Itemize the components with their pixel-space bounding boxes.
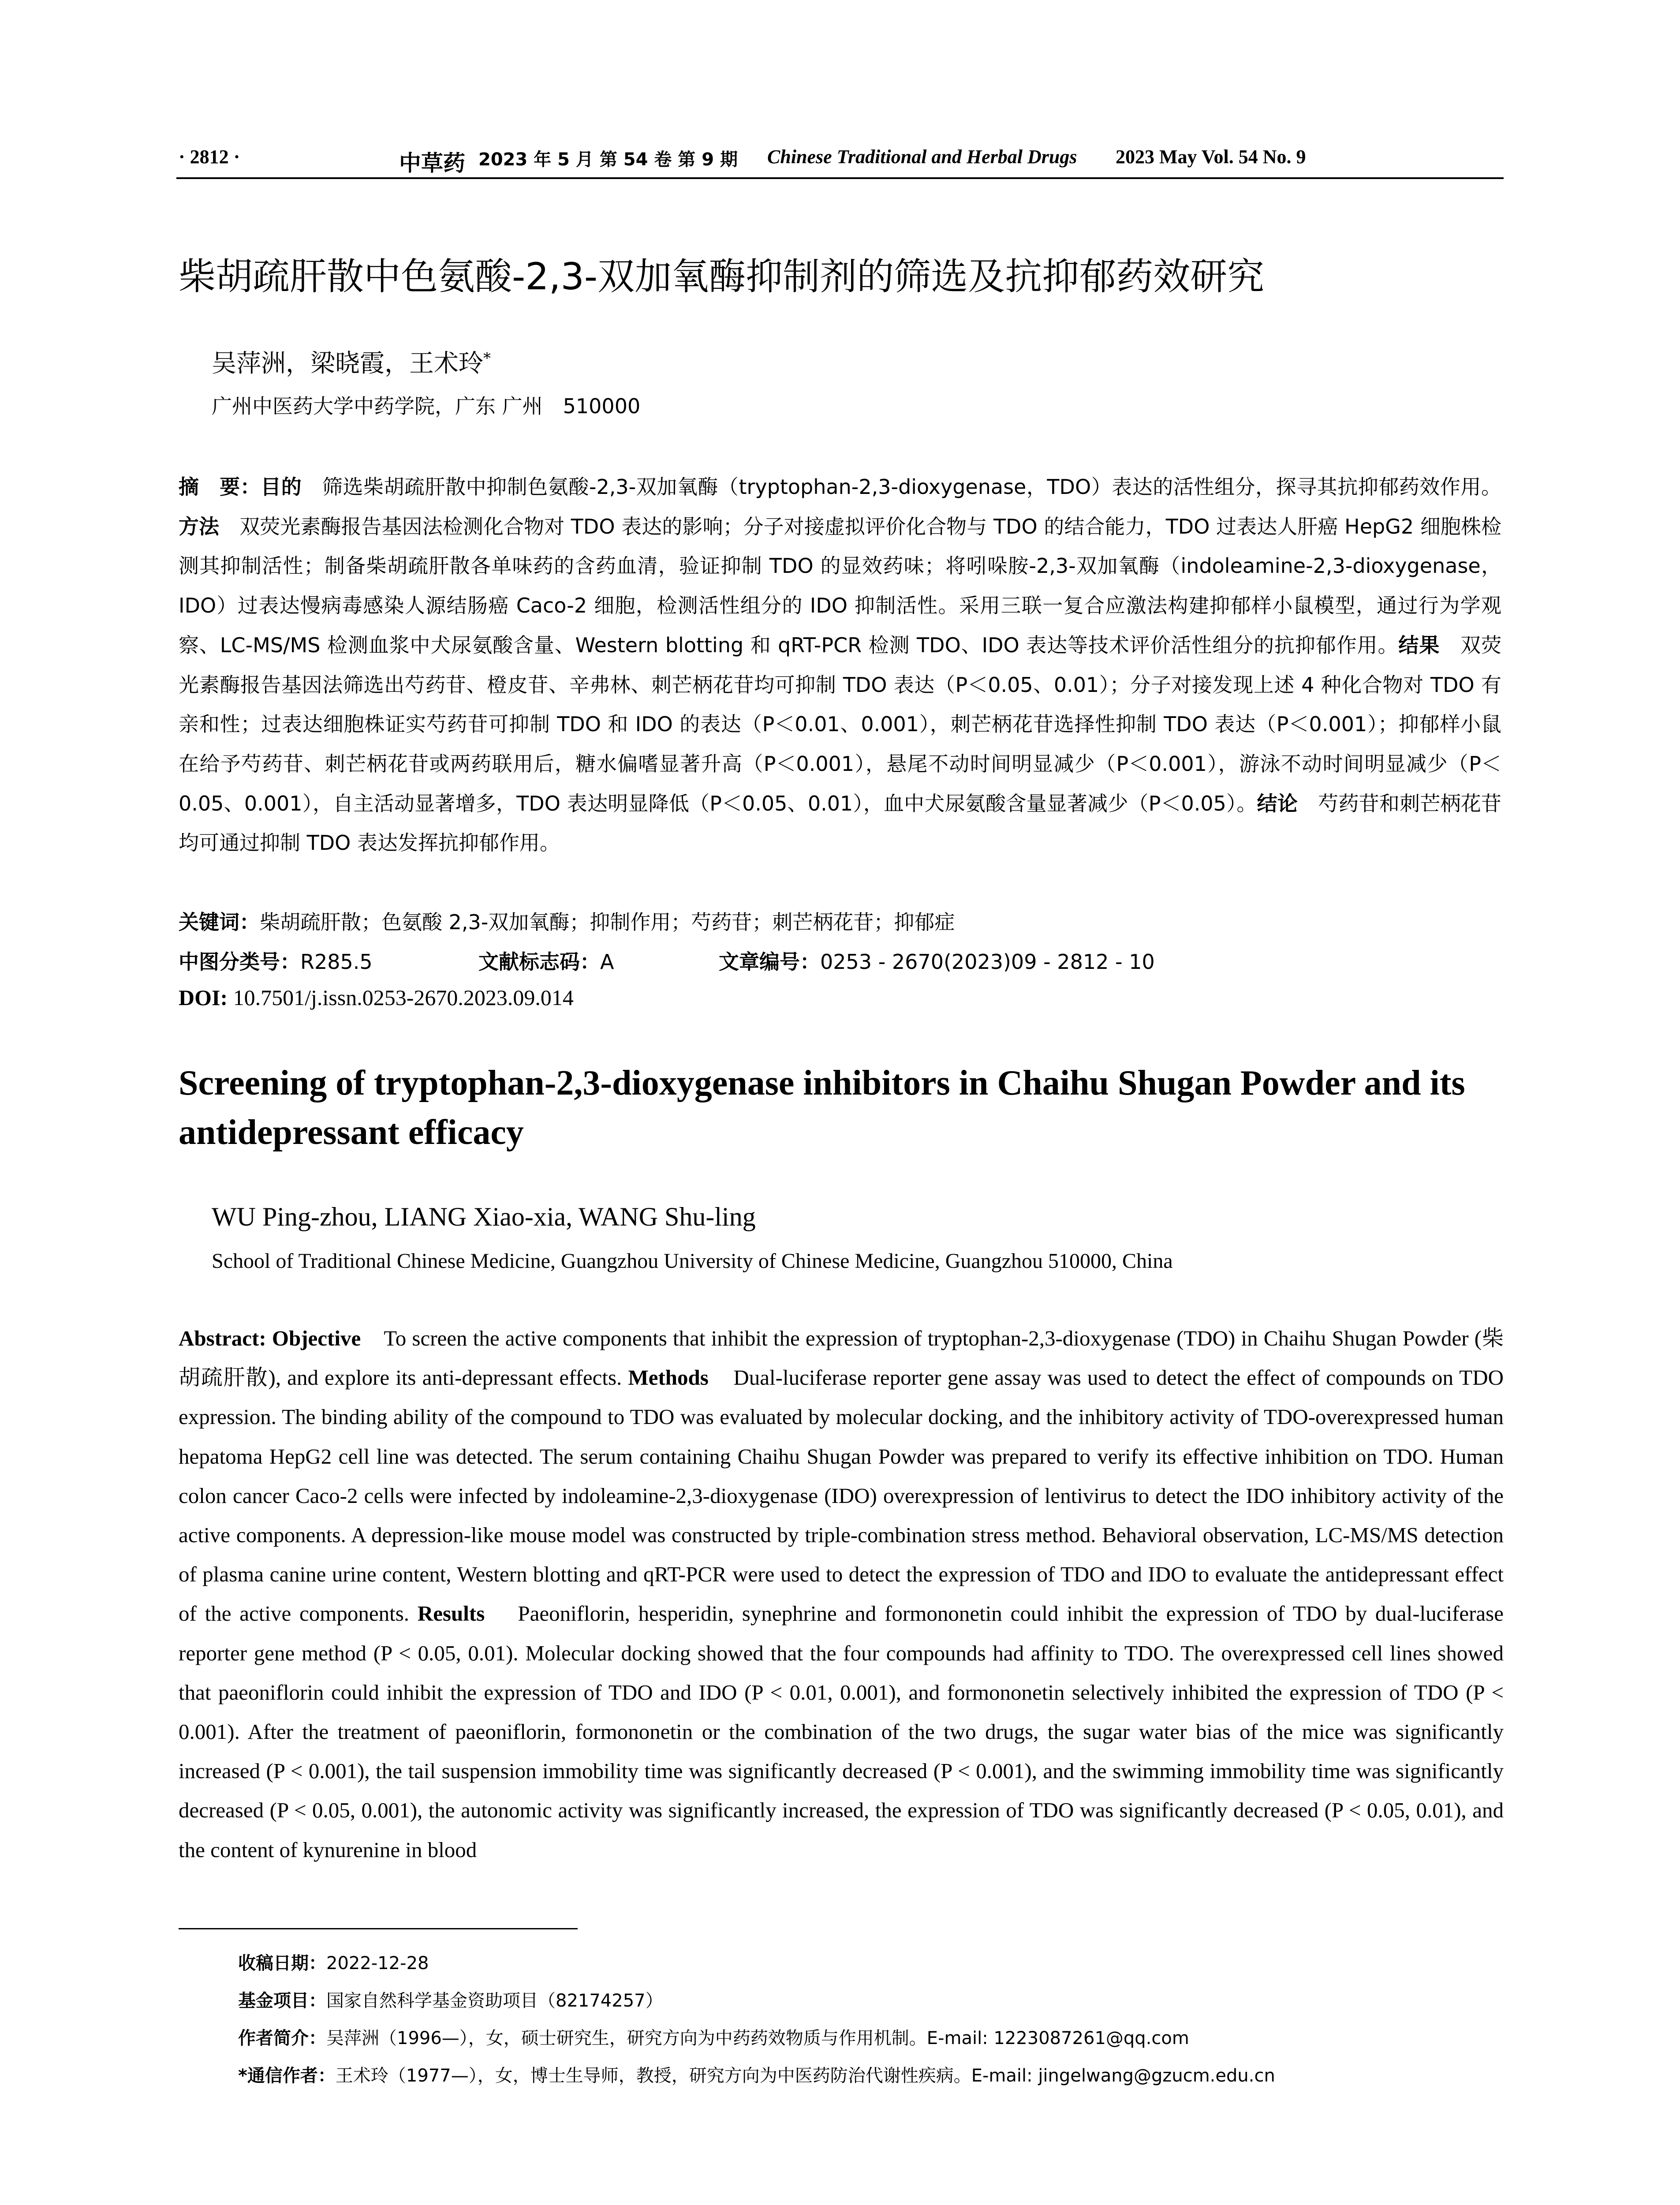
- authors-en: WU Ping-zhou, LIANG Xiao-xia, WANG Shu-ling: [212, 1202, 756, 1231]
- author-info-value: 吴萍洲（1996—），女，硕士研究生，研究方向为中药药效物质与作用机制。E-mail: 1223087261@qq.com: [326, 2028, 1189, 2048]
- methods-en: Dual-luciferase reporter gene assay was used to detect the effect of compounds on TDO expression. The binding ability of the compound to TDO was evaluated by molecular docking, and the inhibitory activity of TDO-overexpressed human hepatoma HepG2 cell line was detected. The serum containing Chaihu Shugan Powder was prepared to verify its effective inhibition on TDO. Human colon cancer Caco-2 cells were infected by indoleamine-2,3-dioxygenase (IDO) overexpression of lentivirus to detect the IDO inhibitory activity of the active components. A depression-like mouse model was constructed by triple-combination stress method. Behavioral observation, LC-MS/MS detection of plasma canine urine content, Western blotting and qRT-PCR were used to detect the expression of TDO and IDO to evaluate the antidepressant effect of the active components.: [179, 1365, 1504, 1626]
- authors-cn-text: 吴萍洲，梁晓霞，王术玲: [212, 349, 483, 378]
- page-title-cn: 柴胡疏肝散中色氨酸-2,3-双加氧酶抑制剂的筛选及抗抑郁药效研究: [179, 255, 1265, 298]
- keywords-cn: [179, 906, 955, 935]
- results-label-cn: 结果: [1398, 633, 1440, 657]
- conclusion-label-cn: 结论: [1257, 791, 1298, 815]
- abstract-en: [179, 1319, 1504, 1869]
- objective-en: To screen the active components that inhibit the expression of tryptophan-2,3-dioxygenase (TDO) in Chaihu Shugan Powder (柴胡疏肝散), and explore its anti-depressant effects.: [179, 1326, 1504, 1390]
- objective-label-en: Objective: [272, 1326, 361, 1350]
- footnote-author: [238, 2024, 1189, 2049]
- page-number: · 2812 ·: [179, 146, 240, 168]
- abstract-cn: [179, 467, 1501, 863]
- issue-cn: 2023 年 5 月 第 54 卷 第 9 期: [478, 149, 738, 170]
- results-en: Paeoniflorin, hesperidin, synephrine and formononetin could inhibit the expression of TDO by dual-luciferase reporter gene method (P < 0.05, 0.01). Molecular docking showed that the four compounds had affinity to TDO. The overexpressed cell lines showed that paeoniflorin could inhibit the expression of TDO and IDO (P < 0.01, 0.001), and formononetin selectively inhibited the expression of TDO (P < 0.001). After the treatment of paeoniflorin, formononetin or the combination of the two drugs, the sugar water bias of the mice was significantly increased (P < 0.001), the tail suspension immobility time was significantly decreased (P < 0.001), and the swimming immobility time was significantly decreased (P < 0.05, 0.001), the autonomic activity was significantly increased, the expression of TDO was significantly decreased (P < 0.05, 0.01), and the content of kynurenine in blood: [179, 1601, 1504, 1862]
- authors-cn: [212, 344, 491, 379]
- clc-value: R285.5: [300, 950, 373, 974]
- article-no-value: 0253 - 2670(2023)09 - 2812 - 10: [820, 950, 1155, 974]
- corresponding-mark: *: [483, 349, 491, 367]
- article-no-line: [719, 946, 1155, 975]
- header-rule: [176, 177, 1504, 179]
- article-no-label: 文章编号：: [719, 950, 820, 974]
- results-cn: 双荧光素酶报告基因法筛选出芍药苷、橙皮苷、辛弗林、刺芒柄花苷均可抑制 TDO 表达（P＜0.05、0.01）；分子对接发现上述 4 种化合物对 TDO 有亲和性；过表达细胞株证实芍药苷可抑制 TDO 和 IDO 的表达（P＜0.01、0.001），刺芒柄花苷选择性抑制 TDO 表达（P＜0.001）；抑郁样小鼠在给予芍药苷、刺芒柄花苷或两药联用后，糖水偏嗜显著升高（P＜0.001），悬尾不动时间明显减少（P＜0.001），游泳不动时间明显减少（P＜0.05、0.001），自主活动显著增多，TDO 表达明显降低（P＜0.05、0.01），血中犬尿氨酸含量显著减少（P＜0.05）。: [179, 633, 1502, 815]
- doi-line: [179, 985, 574, 1010]
- footnote-corresponding: [238, 2062, 1275, 2087]
- corresponding-label: *通信作者：: [238, 2066, 336, 2086]
- issue-en: 2023 May Vol. 54 No. 9: [1116, 146, 1306, 168]
- abstract-label-en: Abstract:: [179, 1326, 266, 1350]
- methods-label-en: Methods: [628, 1365, 709, 1390]
- footnote-rule: [179, 1928, 578, 1929]
- affiliation-cn: 广州中医药大学中药学院，广东 广州 510000: [212, 394, 641, 418]
- objective-cn: 筛选柴胡疏肝散中抑制色氨酸-2,3-双加氧酶（tryptophan-2,3-dioxygenase，TDO）表达的活性组分，探寻其抗抑郁药效作用。: [322, 475, 1502, 499]
- keywords-label-cn: 关键词：: [179, 910, 260, 934]
- clc-label: 中图分类号：: [179, 950, 300, 974]
- methods-cn: 双荧光素酶报告基因法检测化合物对 TDO 表达的影响；分子对接虚拟评价化合物与 TDO 的结合能力，TDO 过表达人肝癌 HepG2 细胞株检测其抑制活性；制备柴胡疏肝散各单味药的含药血清，验证抑制 TDO 的显效药味；将吲哚胺-2,3-双加氧酶（indoleamine-2,3-dioxygenase，IDO）过表达慢病毒感染人源结肠癌 Caco-2 细胞，检测活性组分的 IDO 抑制活性。采用三联一复合应激法构建抑郁样小鼠模型，通过行为学观察、LC-MS/MS 检测血浆中犬尿氨酸含量、Western blotting 和 qRT-PCR 检测 TDO、IDO 表达等技术评价活性组分的抗抑郁作用。: [179, 514, 1502, 657]
- affiliation-en: School of Traditional Chinese Medicine, Guangzhou University of Chinese Medicine, Guangzhou 510000, China: [212, 1249, 1173, 1273]
- footnote-received: [238, 1949, 429, 1974]
- objective-label-cn: 目的: [261, 475, 302, 499]
- journal-name-en: Chinese Traditional and Herbal Drugs: [767, 146, 1077, 168]
- abstract-label-cn: 摘 要：: [179, 475, 261, 499]
- corresponding-value: 王术玲（1977—），女，博士生导师，教授，研究方向为中医药防治代谢性疾病。E-mail: jingelwang@gzucm.edu.cn: [335, 2066, 1275, 2086]
- doi-value: 10.7501/j.issn.0253-2670.2023.09.014: [233, 985, 574, 1010]
- journal-name-cn: 中草药: [399, 150, 465, 176]
- received-label: 收稿日期：: [238, 1953, 326, 1973]
- fund-label: 基金项目：: [238, 1991, 326, 2011]
- conclusion-cn: 芍药苷和刺芒柄花苷均可通过抑制 TDO 表达发挥抗抑郁作用。: [179, 791, 1502, 855]
- page-title-en: Screening of tryptophan-2,3-dioxygenase inhibitors in Chaihu Shugan Powder and its antidepressant efficacy: [179, 1064, 1465, 1152]
- results-label-en: Results: [417, 1601, 485, 1626]
- keywords-text-cn: 柴胡疏肝散；色氨酸 2,3-双加氧酶；抑制作用；芍药苷；刺芒柄花苷；抑郁症: [260, 910, 955, 934]
- doi-label: DOI:: [179, 985, 228, 1010]
- doc-code-label: 文献标志码：: [478, 950, 600, 974]
- footnote-fund: [238, 1987, 663, 2012]
- doc-code-value: A: [600, 950, 614, 974]
- fund-value: 国家自然科学基金资助项目（82174257）: [326, 1991, 663, 2011]
- received-value: 2022-12-28: [326, 1953, 429, 1973]
- author-info-label: 作者简介：: [238, 2028, 326, 2048]
- doc-code-line: [478, 946, 614, 975]
- clc-line: [179, 946, 373, 975]
- methods-label-cn: 方法: [179, 514, 220, 538]
